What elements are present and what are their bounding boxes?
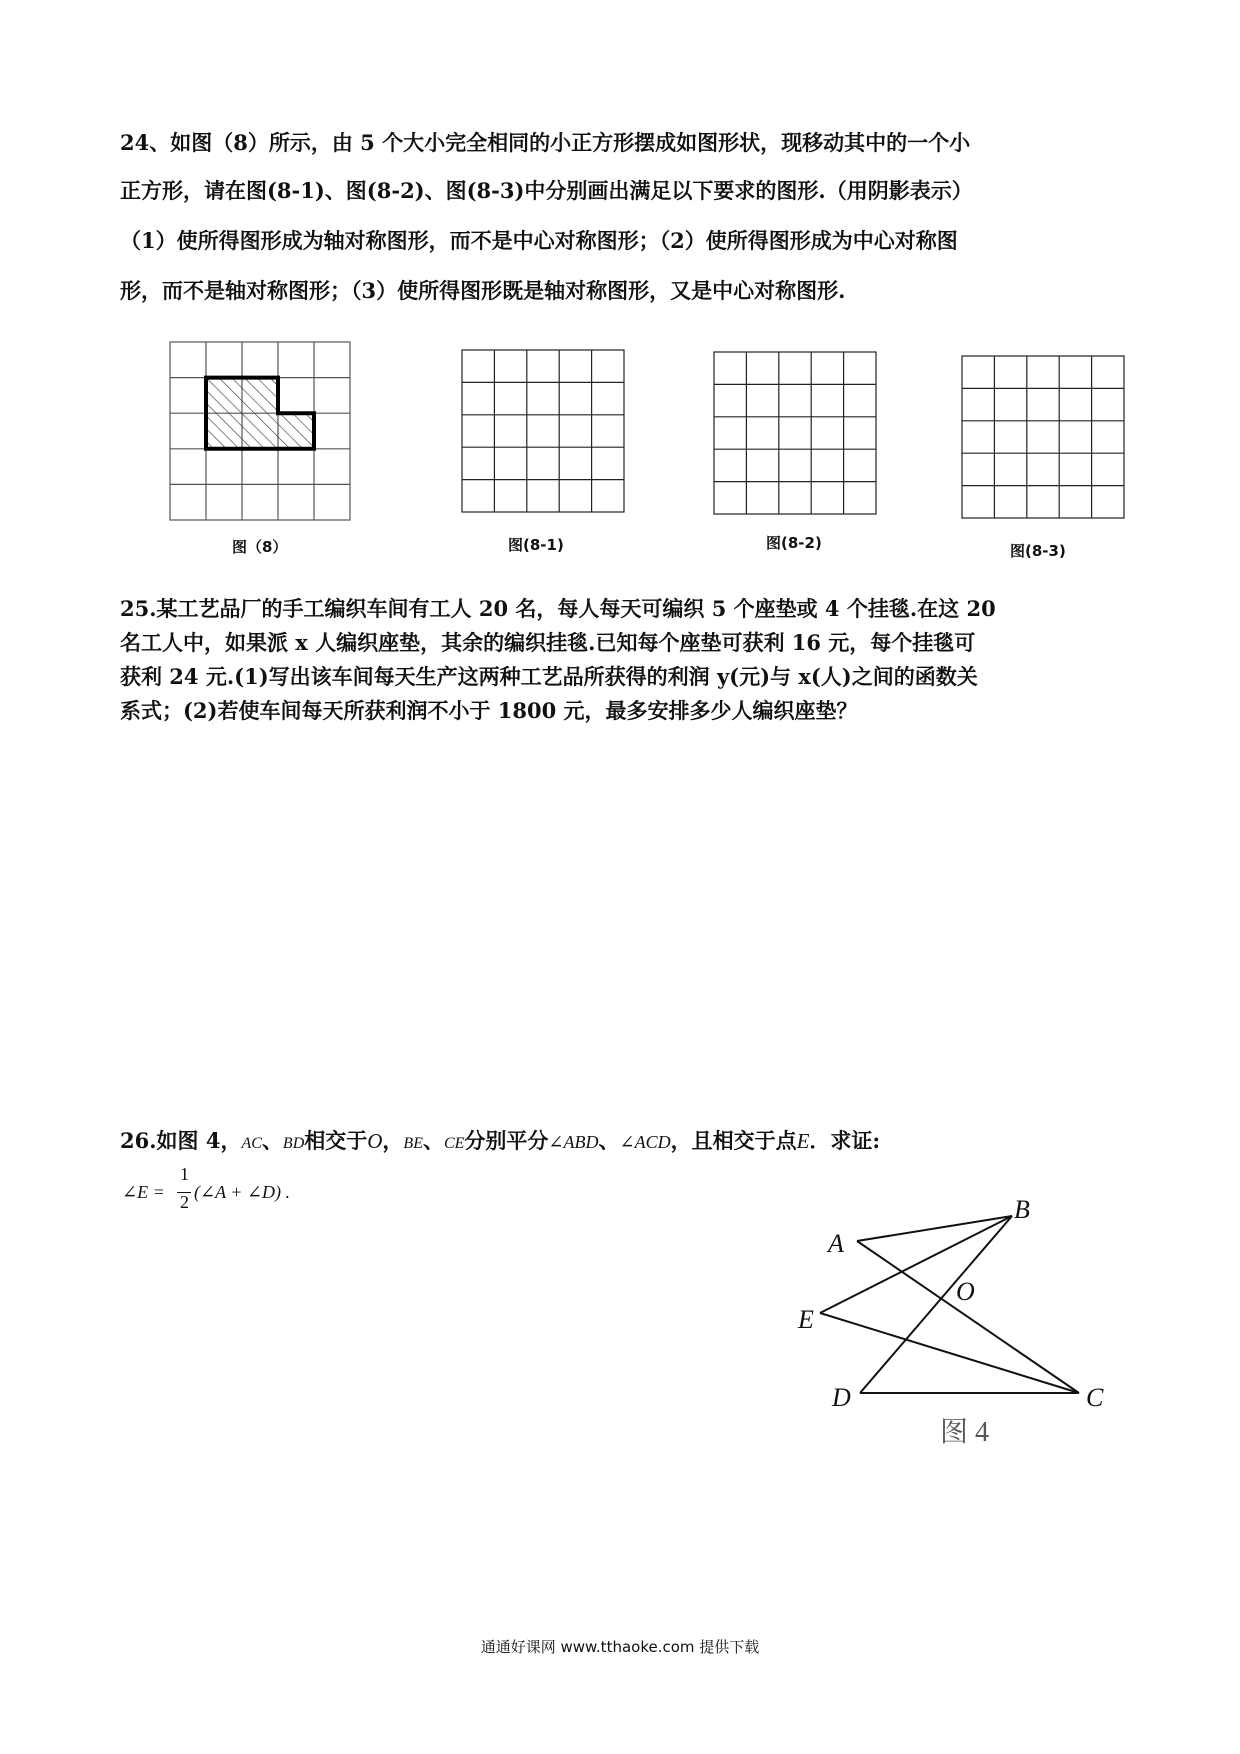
- caption-figure-8: 图（8）: [232, 538, 288, 556]
- formula-numerator: 1: [180, 1164, 189, 1184]
- angle-acd: ∠ACD: [619, 1132, 671, 1152]
- caption-figure-4: 图 4: [940, 1417, 990, 1448]
- q26-comma1: ，: [382, 1128, 404, 1153]
- figure-8-1-grid: [460, 348, 626, 514]
- seg-bd: BD: [282, 1135, 305, 1152]
- seg-be: BE: [403, 1135, 423, 1152]
- caption-figure-8-1: 图(8-1): [508, 536, 564, 554]
- q26-prefix: 26.如图 4，: [120, 1128, 242, 1153]
- formula-rhs: (∠A + ∠D) .: [194, 1182, 290, 1202]
- q26-suffix: ．求证:: [809, 1128, 881, 1153]
- caption-figure-8-3: 图(8-3): [1010, 542, 1066, 560]
- q25-line4: 系式；(2)若使车间每天所获利润不小于 1800 元，最多安排多少人编织座垫？: [120, 698, 858, 723]
- q25-line1: 25.某工艺品厂的手工编织车间有工人 20 名，每人每天可编织 5 个座垫或 4 个挂毯.在这 20: [120, 596, 996, 621]
- label-c: C: [1086, 1383, 1104, 1412]
- label-d: D: [832, 1383, 851, 1412]
- segment-db: [860, 1216, 1012, 1393]
- segment-ec: [820, 1313, 1079, 1393]
- q25-line3: 获利 24 元.(1)写出该车间每天生产这两种工艺品所获得的利润 y(元)与 x(人)之间的函数关: [120, 664, 978, 689]
- shaded-shape: [206, 378, 314, 449]
- q26-sep3: 、: [598, 1128, 620, 1153]
- footer: 通通好课网 www.tthaoke.com 提供下载: [480, 1638, 760, 1656]
- angle-abd: ∠ABD: [548, 1132, 599, 1152]
- q26-sep1: 、: [261, 1128, 283, 1153]
- q26-mid3: ，且相交于点: [670, 1128, 797, 1153]
- label-e: E: [798, 1305, 814, 1334]
- label-o: O: [956, 1277, 975, 1306]
- segment-ac: [857, 1241, 1079, 1393]
- formula-lhs: ∠E =: [122, 1182, 165, 1202]
- q24-line1: 24、如图（8）所示，由 5 个大小完全相同的小正方形摆成如图形状，现移动其中的一个小: [120, 130, 971, 155]
- figure-8-grid: [168, 340, 352, 522]
- figure-4-diagram: [790, 1188, 1130, 1448]
- seg-ce: CE: [443, 1135, 465, 1152]
- figure-8-3-grid: [960, 354, 1126, 520]
- formula-denominator: 2: [180, 1192, 189, 1212]
- figure-8-2-grid: [712, 350, 878, 516]
- q26-statement: [120, 1126, 880, 1159]
- q24-line3: （1）使所得图形成为轴对称图形，而不是中心对称图形；（2）使所得图形成为中心对称图: [120, 228, 958, 253]
- q26-sep2: 、: [422, 1128, 444, 1153]
- point-o: O: [367, 1129, 383, 1153]
- q26-mid2: 分别平分: [464, 1128, 549, 1153]
- seg-ac: AC: [241, 1135, 262, 1152]
- q24-line4: 形，而不是轴对称图形；（3）使所得图形既是轴对称图形，又是中心对称图形.: [120, 278, 846, 303]
- label-a: A: [828, 1229, 844, 1258]
- q26-mid1: 相交于: [304, 1128, 368, 1153]
- q24-line2: 正方形，请在图(8-1)、图(8-2)、图(8-3)中分别画出满足以下要求的图形.（用阴影表示）: [120, 178, 973, 203]
- label-b: B: [1014, 1195, 1030, 1224]
- caption-figure-8-2: 图(8-2): [766, 534, 822, 552]
- point-e: E: [796, 1129, 810, 1153]
- q25-line2: 名工人中，如果派 x 人编织座垫，其余的编织挂毯.已知每个座垫可获利 16 元，每个挂毯可: [120, 630, 976, 655]
